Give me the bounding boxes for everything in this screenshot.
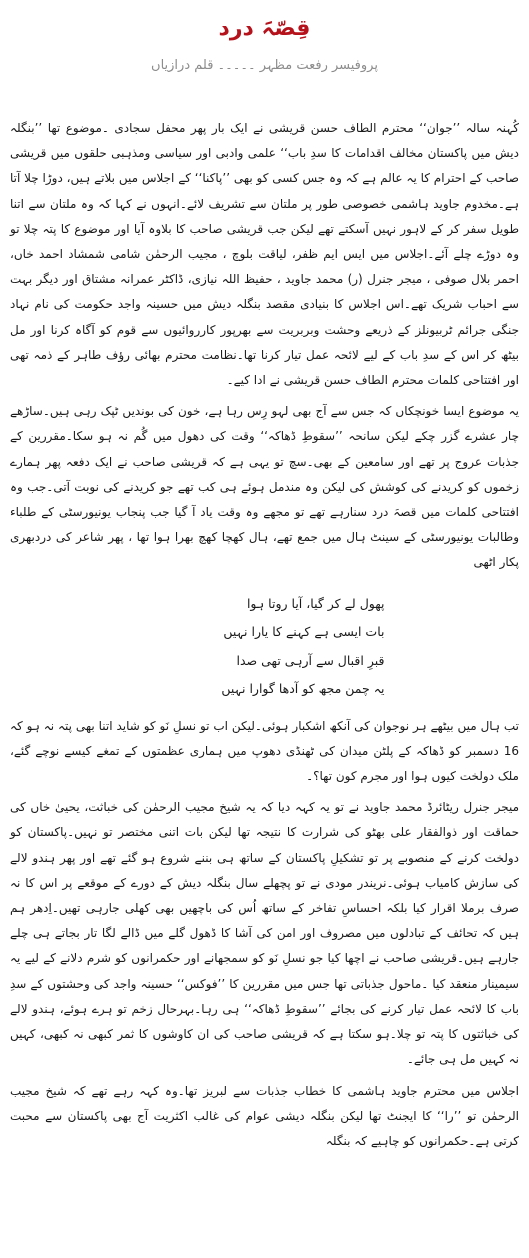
article-header (10, 0, 519, 76)
paragraph-intro: کُہنہ سالہ ’’جوان‘‘ محترم الطاف حسن قریشی نے ایک بار پھر محفل سجادی ۔موضوع تھا ’’بنگلہ دیش میں پاکستان مخالف اقدامات کا سدِ باب‘‘ علمی وادبی اور سیاسی ومذہبی حلقوں میں قریشی صاحب کے احترام کا یہ عالم ہے کہ وہ جس کسی کو بھی ’’پاکنا‘‘ کے اجلاس میں بلاتے ہیں، دوڑا چلا آتا ہے۔مخدوم جاوید ہاشمی خصوصی طور پر ملتان سے تشریف لائے۔انہوں نے کہا کہ وہ ملتان سے اتنا طویل سفر کر کے لاہور نہیں آسکتے تھے لیکن جب قریشی صاحب کا بلاوہ آیا اور موضوع کا پتہ چلا تو وہ دوڑے چلے آئے۔اجلاس میں ایس ایم ظفر، لیاقت بلوچ ، مجیب الرحمٰن شامی شمشاد احمد خاں، احمر بلال صوفی ، میجر جنرل (ر) محمد جاوید ، حفیظ اللہ نیازی، ڈاکٹر عمرانہ مشتاق اور دیگر بہت سے احباب شریک تھے۔اس اجلاس کا بنیادی مقصد بنگلہ دیش میں حسینہ واجد حکومت کی نام نہاد جنگی جرائم ٹربیونلز کے ذریعے وحشت وبربریت سے بھرپور کارروائیوں سے قوم کو آگاہ کرنا اور مل بیٹھ کر اس کے سدِ باب کے لیے لائحہ عمل تیار کرنا تھا۔نظامت محترم بھائی رؤف طاہر کے ذمہ تھی اور افتتاحی کلمات محترم الطاف حسن قریشی نے ادا کیے۔ (10, 121, 519, 388)
verse-line: یہ چمن مجھ کو آدھا گوارا نہیں (221, 681, 385, 697)
article-byline: پروفیسر رفعت مظہر ۔۔۔۔۔ قلم درازیاں (151, 58, 378, 73)
paragraph-hashmi: اجلاس میں محترم جاوید ہاشمی کا خطاب جذبات سے لبریز تھا۔وہ کہہ رہے تھے کہ شیخ مجیب الرحمٰن تو ’’را‘‘ کا ایجنٹ تھا لیکن بنگلہ دیشی عوام کی غالب اکثریت آج بھی پاکستان سے محبت کرتی ہے۔حکمرانوں کو چاہیے کہ بنگلہ (10, 1083, 519, 1148)
paragraph-analysis: میجر جنرل ریٹائرڈ محمد جاوید نے تو یہ کہہ دیا کہ یہ شیخ مجیب الرحمٰن کی خباثت، یحییٰ خاں کی حماقت اور ذوالفقار علی بھٹو کی شرارت کا نتیجہ تھا لیکن بات اتنی مختصر تو نہیں۔پاکستان کو دولخت کرنے کے منصوبے پر تو تشکیلِ پاکستان کے ساتھ ہی بننے شروع ہو گئے تھے اور پھر ہندو لالے کی سازش کامیاب ہوئی۔نریندر مودی نے تو پچھلے سال بنگلہ دیش کے دورے کے موقعے پر اس کا نہ صرف برملا اقرار کیا بلکہ احساسِ تفاخر کے ساتھ اُس کی باچھیں بھی کھلی جارہی تھیں۔اِدھر ہم ہیں کہ تحائف کے تبادلوں میں مصروف اور امن کی آشا کا ڈھول گلے میں ڈالے لگا تار بجاتے ہی چلے جارہے ہیں۔قریشی صاحب نے اچھا کیا جو نسلِ نَو کو سمجھانے اور حکمرانوں کو شرم دلانے کے لیے یہ سیمینار منعقد کیا ۔ماحول جذباتی تھا جس میں مقررین کا ’’فوکس‘‘ حسینہ واجد کی وحشتوں کے سدِ باب کا لائحہ عمل تیار کرنے کی بجائے ’’سقوطِ ڈھاکہ‘‘ ہی رہا۔بہرحال زخم تو ہرے ہوئے، ہندو لالے کی خباثتوں کا پتہ تو چلا۔ہو سکتا ہے کہ قریشی صاحب کی ان کاوشوں کا ثمر کبھی نہ کبھی، کہیں نہ کہیں مل ہی جائے۔ (10, 800, 519, 1067)
paragraph-aftermath: تب ہال میں بیٹھے ہر نوجوان کی آنکھ اشکبار ہوئی۔لیکن اب تو نسلِ نَو کو شاید اتنا بھی پتہ نہ ہو کہ 16 دسمبر کو ڈھاکہ کے پلٹن میدان کی ٹھنڈی دھوپ میں ہماری عظمتوں کے تمغے کیسے نوچے گئے، ملک دولخت کیوں ہوا اور مجرم کون تھا؟۔ (10, 718, 519, 784)
paragraph-topic: یہ موضوع ایسا خونچکاں کہ جس سے آج بھی لہو رِس رہا ہے، خون کی بوندیں ٹپک رہی ہیں۔ساڑھے چار عشرے گزر چکے لیکن سانحہ ’’سقوطِ ڈھاکہ‘‘ وقت کی دھول میں گُم نہ ہو سکا۔مقررین کے جذبات عروج پر تھے اور سامعین کے بھی۔سچ تو یہی ہے کہ قریشی صاحب نے ایک دفعہ پھر ہمارے زخموں کو کریدنے کی کوشش کی لیکن وہ مندمل ہوئے ہی کب تھے جو کریدنے کی نوبت آتی۔جب وہ افتتاحی کلمات میں قصہَ درد سنارہے تھے تو مجھے وہ وقت یاد آ گیا جب پنجاب یونیورسٹی کے طلباء وطالبات یونیورسٹی کے سینٹ ہال میں جمع تھے، ہال کھچا کھچ بھرا ہوا تھا ، پھر شاعر کی دردبھری پکار اٹھی (10, 404, 519, 570)
article-body (10, 116, 519, 1154)
article-title: قِصّہَ درد (218, 16, 311, 41)
verse-line: پھول لے کر گیا، آیا روتا ہوا (246, 595, 385, 611)
verse-line: بات ایسی ہے کہنے کا یارا نہیں (223, 624, 385, 640)
verse-line: قبرِ اقبال سے آرہی تھی صدا (236, 652, 385, 668)
poem-verse (145, 590, 385, 704)
